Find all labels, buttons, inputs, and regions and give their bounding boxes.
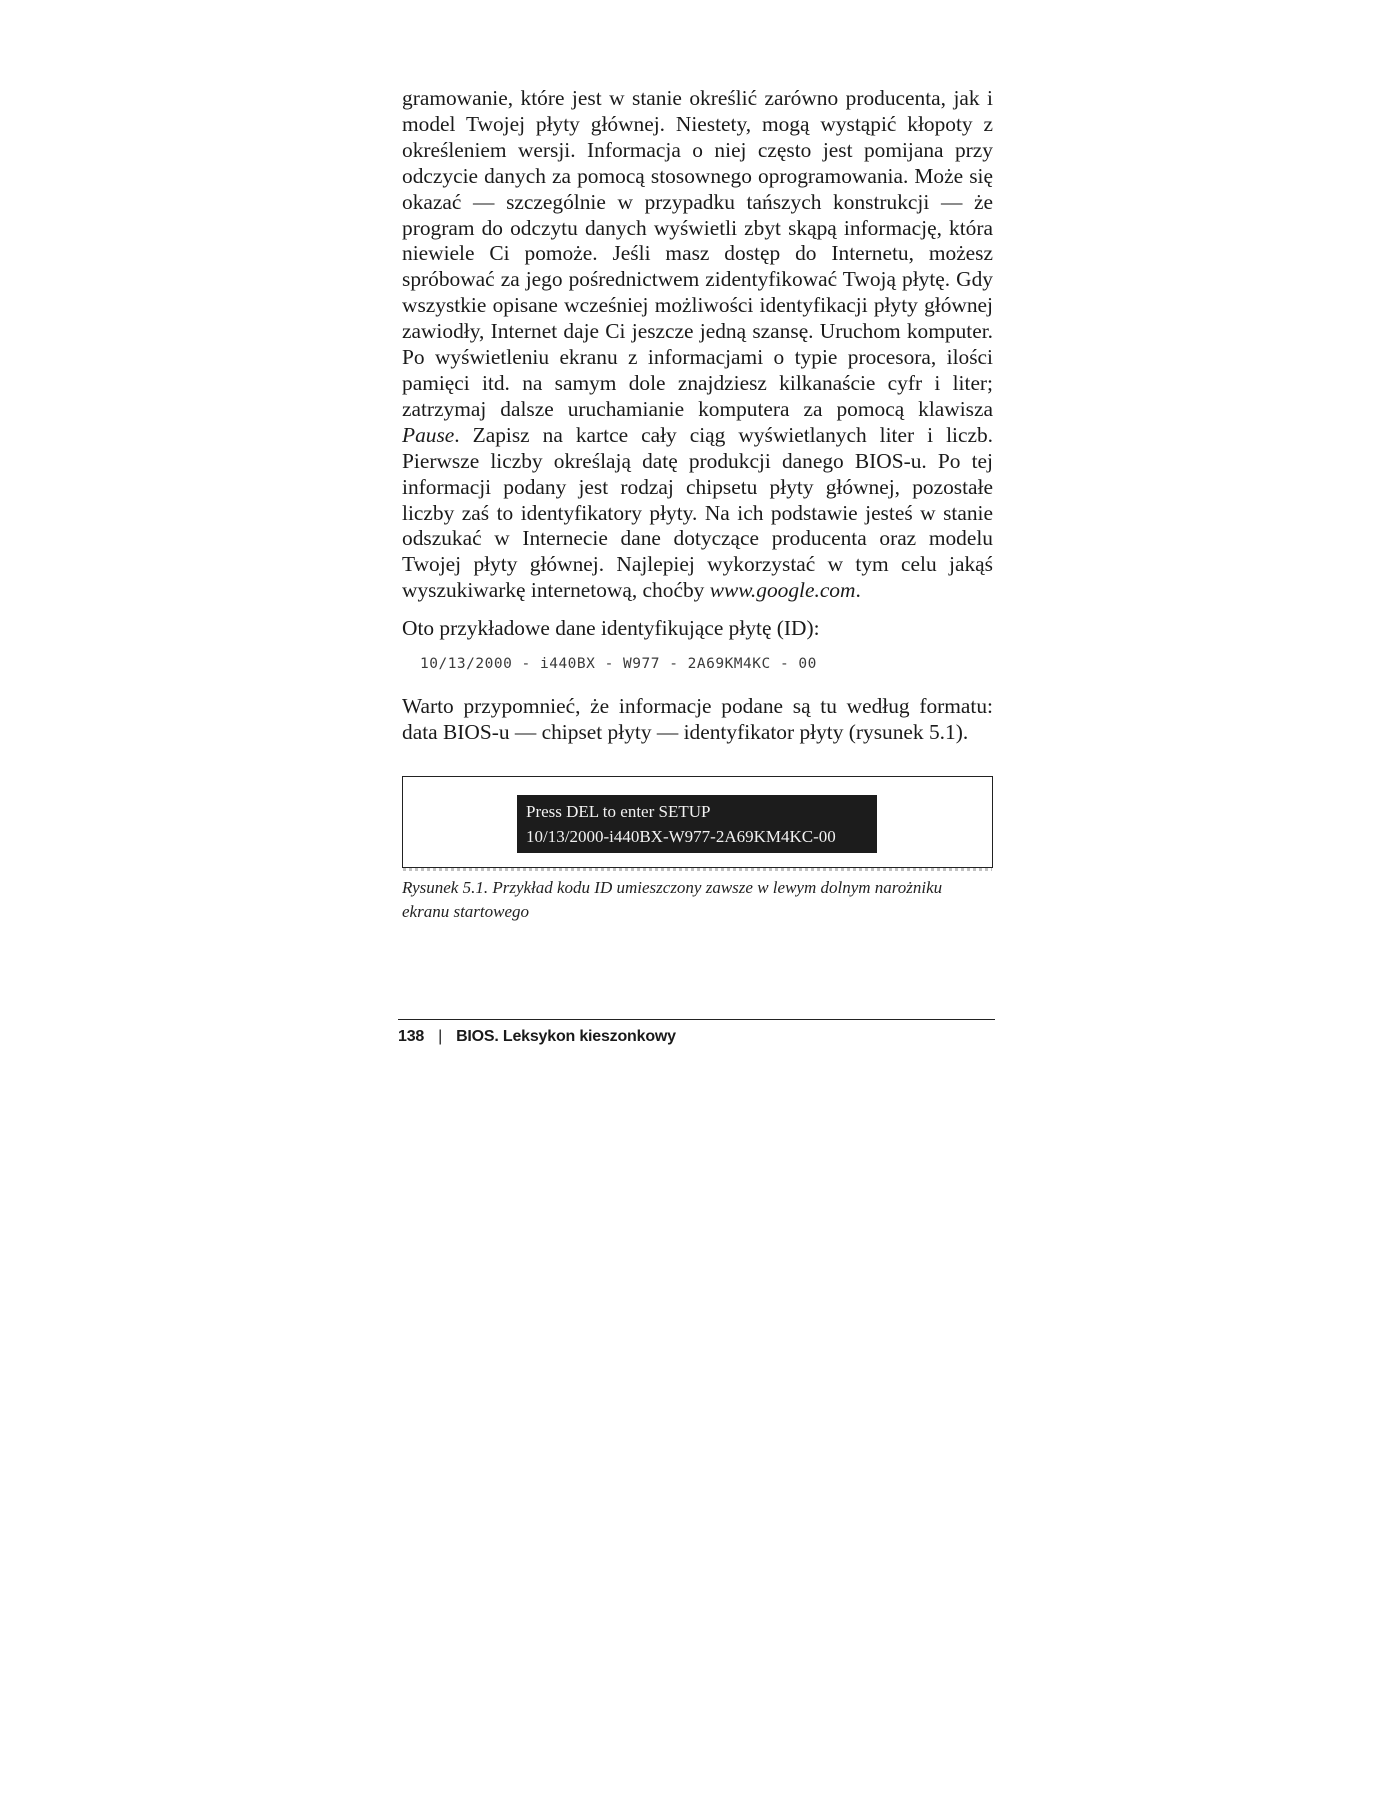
text-column <box>402 86 993 924</box>
page-footer <box>398 1019 995 1046</box>
book-title: BIOS. Leksykon kieszonkowy <box>456 1028 676 1045</box>
screen-line-2: 10/13/2000-i440BX-W977-2A69KM4KC-00 <box>526 826 836 846</box>
format-note: Warto przypomnieć, że informacje podane są tu według formatu: data BIOS-u — chipset płyty — identyfikator płyty (rysunek 5.1). <box>402 694 993 744</box>
figure-caption: Rysunek 5.1. Przykład kodu ID umieszczony zawsze w lewym dolnym narożniku ekranu startowego <box>402 877 943 921</box>
body-text-1: gramowanie, które jest w stanie określić zarówno producenta, jak i model Twojej płyty głównej. Niestety, mogą wystąpić kłopoty z określeniem wersji. Informacja o niej często jest pomijana przy odczycie danych za pomocą stosownego oprogramowania. Może się okazać — szczególnie w przypadku tańszych konstrukcji — że program do odczytu danych wyświetli zbyt skąpą informację, która niewiele Ci pomoże. Jeśli masz dostęp do Internetu, możesz spróbować za jego pośrednictwem zidentyfikować Twoją płytę. Gdy wszystkie opisane wcześniej możliwości identyfikacji płyty głównej zawiodły, Internet daje Ci jeszcze jedną szansę. Uruchom komputer. Po wyświetleniu ekranu z informacjami o typie procesora, ilości pamięci itd. na samym dole znajdziesz kilkanaście cyfr i liter; zatrzymaj dalsze uruchamianie komputera za pomocą klawisza <box>402 86 993 421</box>
example-code: 10/13/2000 - i440BX - W977 - 2A69KM4KC - 00 <box>420 656 817 673</box>
key-name-pause: Pause <box>402 422 455 447</box>
bios-screen-image <box>517 795 877 853</box>
page-number: 138 <box>398 1028 425 1045</box>
body-paragraph <box>402 86 993 604</box>
body-text-2: . Zapisz na kartce cały ciąg wyświetlanych liter i liczb. Pierwsze liczby określają datę produkcji danego BIOS-u. Po tej informacji podany jest rodzaj chipsetu płyty głównej, pozostałe liczby zaś to identyfikatory płyty. Na ich podstawie jesteś w stanie odszukać w Internecie dane dotyczące producenta oraz modelu Twojej płyty głównej. Najlepiej wykorzystać w tym celu jakąś wyszukiwarkę internetową, choćby <box>402 422 993 603</box>
screen-line-1: Press DEL to enter SETUP <box>526 801 711 821</box>
body-text-3: . <box>855 578 861 603</box>
url-google: www.google.com <box>709 578 856 603</box>
spacer <box>402 604 993 616</box>
example-intro: Oto przykładowe dane identyfikujące płytę (ID): <box>402 616 820 641</box>
figure-5-1 <box>402 776 993 868</box>
footer-separator: | <box>438 1028 443 1045</box>
